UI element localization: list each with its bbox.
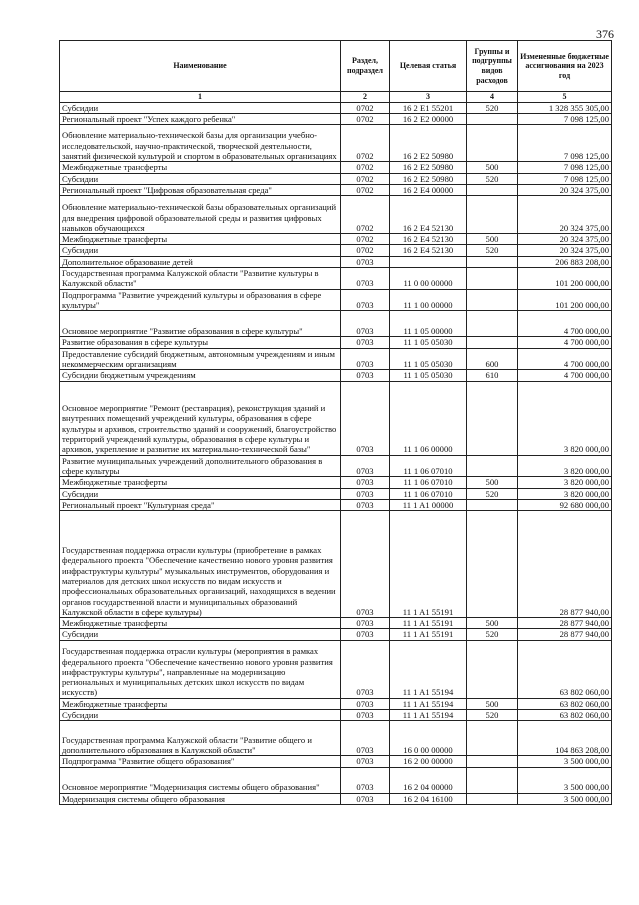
table-row xyxy=(60,268,612,290)
row-amount: 92 680 000,00 xyxy=(518,499,612,510)
table-row xyxy=(60,756,612,767)
row-name: Основное мероприятие "Ремонт (реставрация), реконструкция зданий и внутренних помещений учреждений культуры, образования в сфере культуры и архивов, строительство зданий и сооружений, благоустройство территорий учреждений культуры, образования в сфере культуры и архивов, укрепление и развитие их материально-технической базы" xyxy=(60,381,341,455)
row-section: 0703 xyxy=(341,381,390,455)
row-group xyxy=(467,499,518,510)
row-amount: 3 500 000,00 xyxy=(518,793,612,804)
row-section: 0702 xyxy=(341,245,390,256)
row-amount: 28 877 940,00 xyxy=(518,511,612,618)
row-amount: 7 098 125,00 xyxy=(518,125,612,162)
table-row xyxy=(60,793,612,804)
row-section: 0703 xyxy=(341,268,390,290)
row-group: 520 xyxy=(467,710,518,721)
row-name: Развитие муниципальных учреждений дополнительного образования в сфере культуры xyxy=(60,455,341,477)
row-section: 0703 xyxy=(341,618,390,629)
row-section: 0703 xyxy=(341,256,390,267)
row-section: 0702 xyxy=(341,196,390,234)
row-article: 11 1 A1 55191 xyxy=(390,629,467,640)
row-name: Государственная программа Калужской области "Развитие общего и дополнительного образования в Калужской области" xyxy=(60,721,341,756)
row-section: 0702 xyxy=(341,113,390,124)
row-name: Предоставление субсидий бюджетным, автономным учреждениям и иным некоммерческим организациям xyxy=(60,348,341,370)
row-group: 500 xyxy=(467,477,518,488)
row-group xyxy=(467,113,518,124)
row-name: Подпрограмма "Развитие общего образования" xyxy=(60,756,341,767)
row-group: 500 xyxy=(467,618,518,629)
row-article: 11 1 05 05030 xyxy=(390,348,467,370)
row-group: 600 xyxy=(467,348,518,370)
row-name: Дополнительное образование детей xyxy=(60,256,341,267)
row-amount: 206 883 208,00 xyxy=(518,256,612,267)
row-section: 0703 xyxy=(341,767,390,793)
header-section: Раздел, подраздел xyxy=(341,41,390,92)
row-section: 0703 xyxy=(341,629,390,640)
row-section: 0703 xyxy=(341,499,390,510)
row-group xyxy=(467,125,518,162)
table-row xyxy=(60,173,612,184)
row-article: 11 1 06 00000 xyxy=(390,381,467,455)
table-row xyxy=(60,618,612,629)
row-section: 0703 xyxy=(341,721,390,756)
row-amount: 104 863 208,00 xyxy=(518,721,612,756)
row-article: 11 0 00 00000 xyxy=(390,268,467,290)
row-group: 520 xyxy=(467,102,518,113)
row-name: Субсидии xyxy=(60,488,341,499)
row-article: 11 1 05 00000 xyxy=(390,311,467,337)
row-amount: 4 700 000,00 xyxy=(518,311,612,337)
row-amount: 20 324 375,00 xyxy=(518,184,612,195)
table-row xyxy=(60,698,612,709)
table-row xyxy=(60,311,612,337)
row-article: 16 2 E2 50980 xyxy=(390,173,467,184)
row-amount: 28 877 940,00 xyxy=(518,618,612,629)
row-amount: 3 820 000,00 xyxy=(518,455,612,477)
header-amount: Измененные бюджетные ассигнования на 2023 год xyxy=(518,41,612,92)
row-section: 0702 xyxy=(341,102,390,113)
header-article: Целевая статья xyxy=(390,41,467,92)
row-name: Подпрограмма "Развитие учреждений культуры и образования в сфере культуры" xyxy=(60,289,341,311)
row-article: 16 2 04 16100 xyxy=(390,793,467,804)
row-article: 11 1 06 07010 xyxy=(390,488,467,499)
row-name: Государственная поддержка отрасли культуры (приобретение в рамках федерального проекта "Обеспечение качественно нового уровня развития инфраструктуры культуры" музыкальных инструментов, оборудования и материалов для детских школ искусств по видам искусств и профессиональных образовательных организаций, находящихся в ведении органов государственной власти и муниципальных образований Калужской области в сфере культуры) xyxy=(60,511,341,618)
row-article: 16 2 04 00000 xyxy=(390,767,467,793)
row-name: Региональный проект "Успех каждого ребенка" xyxy=(60,113,341,124)
row-amount: 7 098 125,00 xyxy=(518,162,612,173)
row-name: Региональный проект "Цифровая образовательная среда" xyxy=(60,184,341,195)
row-group xyxy=(467,640,518,698)
row-name: Развитие образования в сфере культуры xyxy=(60,337,341,348)
row-group: 520 xyxy=(467,488,518,499)
table-header-row xyxy=(60,41,612,92)
row-article: 11 1 06 07010 xyxy=(390,477,467,488)
table-row xyxy=(60,721,612,756)
row-name: Обновление материально-технической базы образовательных организаций для внедрения цифровой образовательной среды и развития цифровых навыков обучающихся xyxy=(60,196,341,234)
row-amount: 63 802 060,00 xyxy=(518,640,612,698)
row-group xyxy=(467,381,518,455)
row-amount: 4 700 000,00 xyxy=(518,370,612,381)
row-name: Модернизация системы общего образования xyxy=(60,793,341,804)
row-group xyxy=(467,511,518,618)
table-row xyxy=(60,125,612,162)
row-name: Субсидии xyxy=(60,102,341,113)
table-row xyxy=(60,337,612,348)
row-name: Субсидии бюджетным учреждениям xyxy=(60,370,341,381)
row-section: 0703 xyxy=(341,289,390,311)
table-row xyxy=(60,767,612,793)
row-article: 11 1 05 05030 xyxy=(390,337,467,348)
row-amount: 20 324 375,00 xyxy=(518,196,612,234)
row-article: 11 1 A1 55194 xyxy=(390,698,467,709)
row-section: 0703 xyxy=(341,370,390,381)
row-article: 11 1 A1 55191 xyxy=(390,618,467,629)
row-name: Субсидии xyxy=(60,173,341,184)
row-amount: 28 877 940,00 xyxy=(518,629,612,640)
row-article: 16 2 00 00000 xyxy=(390,756,467,767)
row-group: 610 xyxy=(467,370,518,381)
row-group xyxy=(467,721,518,756)
row-group: 520 xyxy=(467,629,518,640)
column-number-row xyxy=(60,92,612,103)
row-name: Межбюджетные трансферты xyxy=(60,477,341,488)
row-group xyxy=(467,756,518,767)
row-group xyxy=(467,311,518,337)
table-row xyxy=(60,710,612,721)
header-name: Наименование xyxy=(60,41,341,92)
column-number: 4 xyxy=(467,92,518,103)
table-row xyxy=(60,455,612,477)
row-article: 16 0 00 00000 xyxy=(390,721,467,756)
row-section: 0703 xyxy=(341,488,390,499)
row-name: Субсидии xyxy=(60,629,341,640)
row-amount: 63 802 060,00 xyxy=(518,698,612,709)
row-article: 16 2 E2 00000 xyxy=(390,113,467,124)
row-section: 0703 xyxy=(341,756,390,767)
row-amount: 3 500 000,00 xyxy=(518,756,612,767)
table-row xyxy=(60,477,612,488)
row-section: 0703 xyxy=(341,793,390,804)
row-article: 11 1 A1 55194 xyxy=(390,710,467,721)
row-section: 0702 xyxy=(341,184,390,195)
row-group xyxy=(467,455,518,477)
row-section: 0703 xyxy=(341,511,390,618)
table-row xyxy=(60,234,612,245)
row-section: 0703 xyxy=(341,710,390,721)
table-row xyxy=(60,499,612,510)
table-row xyxy=(60,256,612,267)
row-article: 16 2 E1 55201 xyxy=(390,102,467,113)
row-section: 0702 xyxy=(341,234,390,245)
row-article: 11 1 A1 55191 xyxy=(390,511,467,618)
row-name: Субсидии xyxy=(60,710,341,721)
row-amount: 4 700 000,00 xyxy=(518,337,612,348)
table-row xyxy=(60,640,612,698)
column-number: 1 xyxy=(60,92,341,103)
row-name: Обновление материально-технической базы для организации учебно-исследовательской, научно-практической, творческой деятельности, занятий физической культурой и спортом в образовательных организациях xyxy=(60,125,341,162)
table-row xyxy=(60,370,612,381)
row-article: 16 2 E2 50980 xyxy=(390,162,467,173)
table-row xyxy=(60,184,612,195)
row-amount: 3 820 000,00 xyxy=(518,381,612,455)
column-number: 2 xyxy=(341,92,390,103)
row-name: Межбюджетные трансферты xyxy=(60,234,341,245)
table-row xyxy=(60,629,612,640)
row-name: Межбюджетные трансферты xyxy=(60,698,341,709)
table-row xyxy=(60,245,612,256)
table-row xyxy=(60,381,612,455)
row-article: 16 2 E4 52130 xyxy=(390,234,467,245)
row-article xyxy=(390,256,467,267)
row-article: 11 1 00 00000 xyxy=(390,289,467,311)
row-article: 16 2 E4 52130 xyxy=(390,196,467,234)
budget-table xyxy=(59,40,612,805)
row-amount: 1 328 355 305,00 xyxy=(518,102,612,113)
row-name: Межбюджетные трансферты xyxy=(60,162,341,173)
row-article: 16 2 E4 52130 xyxy=(390,245,467,256)
row-section: 0703 xyxy=(341,477,390,488)
row-group xyxy=(467,268,518,290)
table-body xyxy=(60,102,612,804)
row-section: 0703 xyxy=(341,337,390,348)
row-name: Государственная программа Калужской области "Развитие культуры в Калужской области" xyxy=(60,268,341,290)
row-article: 16 2 E2 50980 xyxy=(390,125,467,162)
row-article: 11 1 06 07010 xyxy=(390,455,467,477)
row-amount: 4 700 000,00 xyxy=(518,348,612,370)
row-group: 520 xyxy=(467,173,518,184)
row-amount: 101 200 000,00 xyxy=(518,289,612,311)
row-amount: 20 324 375,00 xyxy=(518,245,612,256)
row-article: 11 1 05 05030 xyxy=(390,370,467,381)
row-amount: 20 324 375,00 xyxy=(518,234,612,245)
row-group xyxy=(467,289,518,311)
row-name: Региональный проект "Культурная среда" xyxy=(60,499,341,510)
row-name: Основное мероприятие "Развитие образования в сфере культуры" xyxy=(60,311,341,337)
row-amount: 7 098 125,00 xyxy=(518,173,612,184)
row-amount: 7 098 125,00 xyxy=(518,113,612,124)
row-group xyxy=(467,793,518,804)
page-number: 376 xyxy=(596,27,614,41)
row-group xyxy=(467,767,518,793)
row-group xyxy=(467,256,518,267)
row-section: 0702 xyxy=(341,173,390,184)
table-row xyxy=(60,162,612,173)
row-group: 500 xyxy=(467,234,518,245)
row-group: 520 xyxy=(467,245,518,256)
row-section: 0703 xyxy=(341,698,390,709)
row-section: 0703 xyxy=(341,348,390,370)
row-article: 11 1 A1 55194 xyxy=(390,640,467,698)
row-group xyxy=(467,196,518,234)
table-row xyxy=(60,511,612,618)
row-group xyxy=(467,184,518,195)
row-group: 500 xyxy=(467,698,518,709)
row-name: Субсидии xyxy=(60,245,341,256)
row-group: 500 xyxy=(467,162,518,173)
row-name: Межбюджетные трансферты xyxy=(60,618,341,629)
row-section: 0703 xyxy=(341,455,390,477)
row-amount: 3 820 000,00 xyxy=(518,488,612,499)
table-row xyxy=(60,289,612,311)
table-row xyxy=(60,348,612,370)
column-number: 5 xyxy=(518,92,612,103)
row-section: 0703 xyxy=(341,311,390,337)
table-row xyxy=(60,488,612,499)
row-amount: 63 802 060,00 xyxy=(518,710,612,721)
row-section: 0702 xyxy=(341,125,390,162)
table-row xyxy=(60,196,612,234)
row-name: Основное мероприятие "Модернизация системы общего образования" xyxy=(60,767,341,793)
row-article: 11 1 A1 00000 xyxy=(390,499,467,510)
row-section: 0702 xyxy=(341,162,390,173)
row-article: 16 2 E4 00000 xyxy=(390,184,467,195)
table-row xyxy=(60,113,612,124)
row-amount: 3 500 000,00 xyxy=(518,767,612,793)
table-row xyxy=(60,102,612,113)
column-number: 3 xyxy=(390,92,467,103)
row-amount: 3 820 000,00 xyxy=(518,477,612,488)
row-name: Государственная поддержка отрасли культуры (мероприятия в рамках федерального проекта "Обеспечение качественно нового уровня развития инфраструктуры культуры", направленные на модернизацию региональных и муниципальных детских школ искусств по видам искусств) xyxy=(60,640,341,698)
row-amount: 101 200 000,00 xyxy=(518,268,612,290)
row-group xyxy=(467,337,518,348)
header-group: Группы и подгруппы видов расходов xyxy=(467,41,518,92)
row-section: 0703 xyxy=(341,640,390,698)
